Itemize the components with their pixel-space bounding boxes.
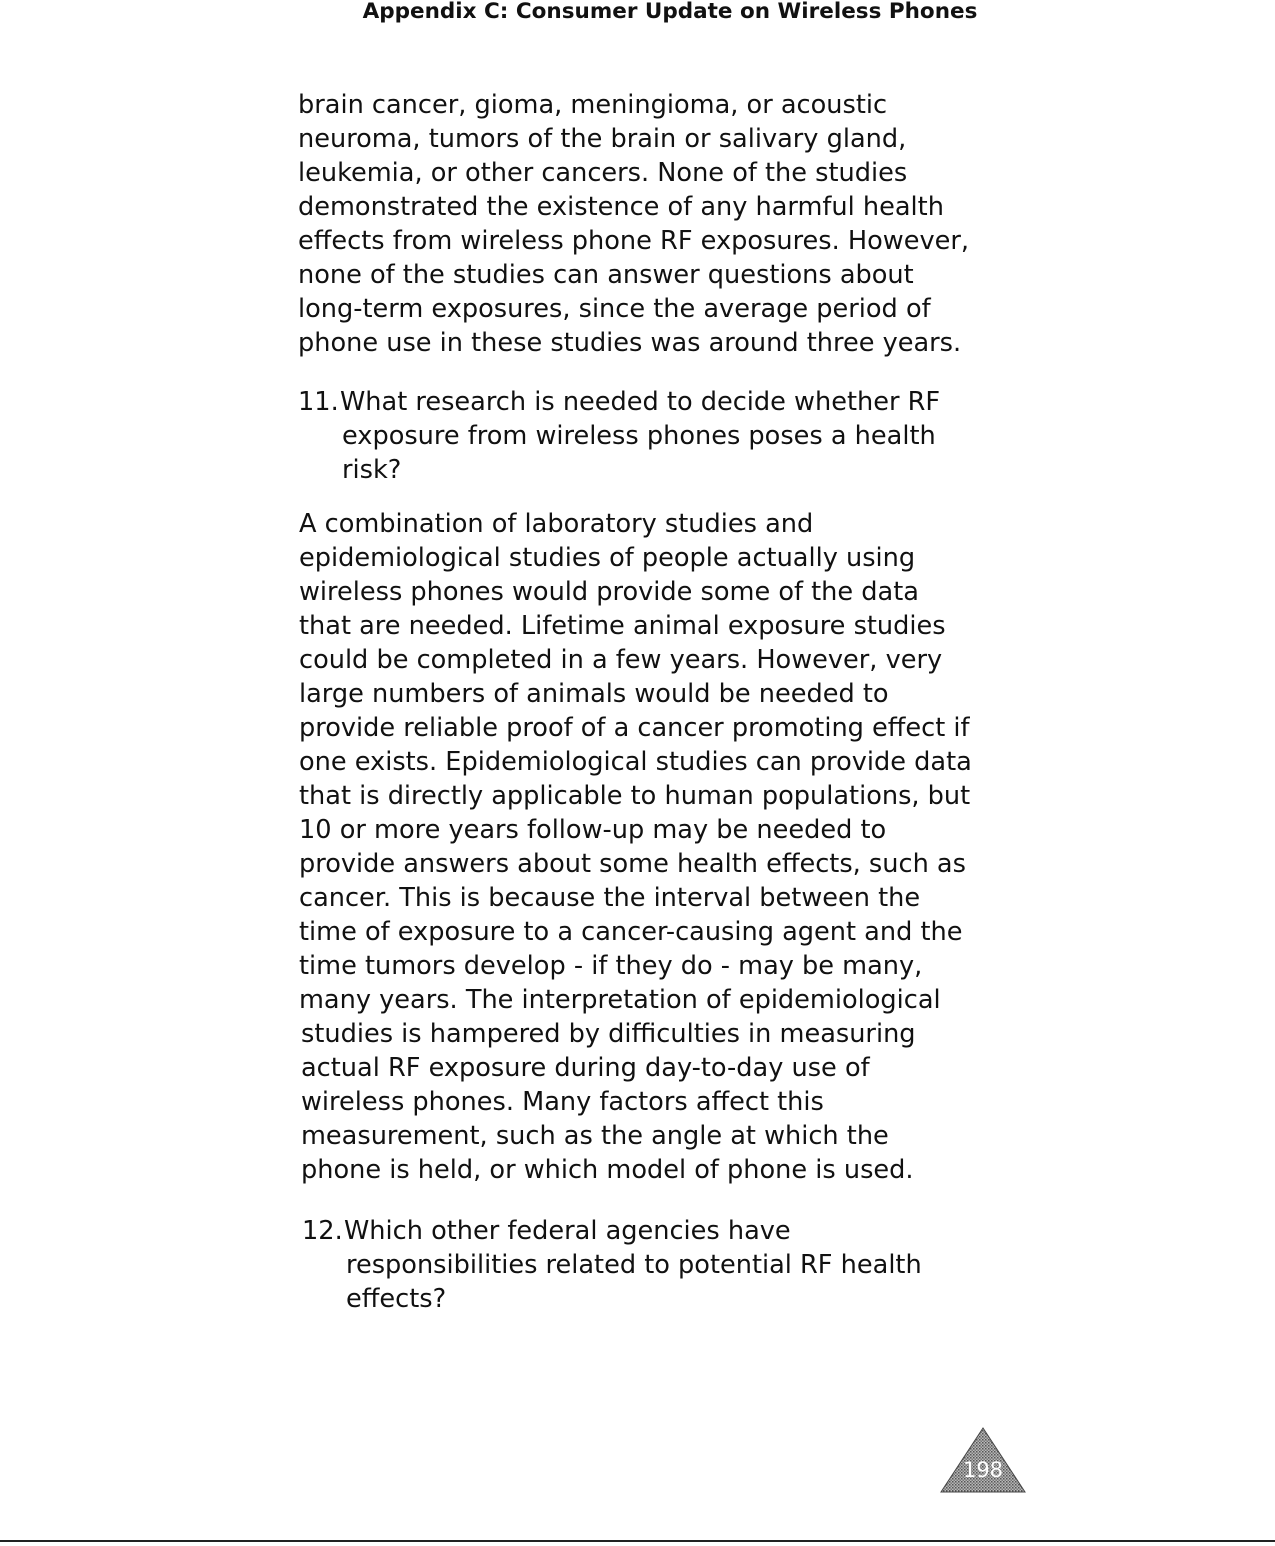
paragraph-1-line: none of the studies can answer questions about	[298, 260, 914, 290]
paragraph-2-line: could be completed in a few years. However, very	[299, 645, 943, 675]
paragraph-2-line: many years. The interpretation of epidemiological	[299, 985, 941, 1015]
paragraph-1-line: long-term exposures, since the average period of	[298, 294, 931, 324]
paragraph-2-line: actual RF exposure during day-to-day use of	[301, 1053, 870, 1083]
paragraph-2-line: that is directly applicable to human populations, but	[299, 781, 971, 811]
paragraph-2-line: one exists. Epidemiological studies can provide data	[299, 747, 972, 777]
page-number-badge	[940, 1427, 1026, 1493]
paragraph-1-line: neuroma, tumors of the brain or salivary gland,	[298, 124, 907, 154]
page-header: Appendix C: Consumer Update on Wireless Phones	[362, 0, 978, 24]
question-11-line: exposure from wireless phones poses a health	[342, 421, 936, 451]
question-12-line: effects?	[346, 1284, 447, 1314]
paragraph-2-line: provide reliable proof of a cancer promoting effect if	[299, 713, 970, 743]
paragraph-1-line: brain cancer, gioma, meningioma, or acoustic	[298, 90, 888, 120]
bottom-rule	[0, 1540, 1275, 1542]
paragraph-2-line: 10 or more years follow-up may be needed to	[299, 815, 887, 845]
paragraph-2-line: that are needed. Lifetime animal exposure studies	[299, 611, 946, 641]
paragraph-2-line: epidemiological studies of people actually using	[299, 543, 916, 573]
paragraph-2-line: large numbers of animals would be needed to	[299, 679, 889, 709]
paragraph-2-line: phone is held, or which model of phone is used.	[301, 1155, 914, 1185]
paragraph-1-line: phone use in these studies was around three years.	[298, 328, 962, 358]
paragraph-2-line: wireless phones would provide some of the data	[299, 577, 919, 607]
page-number: 198	[962, 1458, 1004, 1482]
question-12-number: 12.	[302, 1216, 343, 1246]
paragraph-2-line: provide answers about some health effects, such as	[299, 849, 966, 879]
paragraph-1-line: leukemia, or other cancers. None of the studies	[298, 158, 908, 188]
question-12-line: responsibilities related to potential RF health	[346, 1250, 922, 1280]
paragraph-2-line: wireless phones. Many factors affect this	[301, 1087, 824, 1117]
paragraph-2-line: cancer. This is because the interval between the	[299, 883, 921, 913]
paragraph-2-line: A combination of laboratory studies and	[299, 509, 814, 539]
question-11-line: What research is needed to decide whether RF	[340, 387, 941, 417]
paragraph-2-line: measurement, such as the angle at which the	[301, 1121, 889, 1151]
question-11-number: 11.	[298, 387, 339, 417]
paragraph-2-line: time of exposure to a cancer-causing agent and the	[299, 917, 963, 947]
question-12-line: Which other federal agencies have	[344, 1216, 791, 1246]
paragraph-1-line: effects from wireless phone RF exposures. However,	[298, 226, 970, 256]
paragraph-2-line: time tumors develop - if they do - may be many,	[299, 951, 923, 981]
paragraph-2-line: studies is hampered by difficulties in measuring	[301, 1019, 916, 1049]
paragraph-1-line: demonstrated the existence of any harmful health	[298, 192, 944, 222]
question-11-line: risk?	[342, 455, 402, 485]
